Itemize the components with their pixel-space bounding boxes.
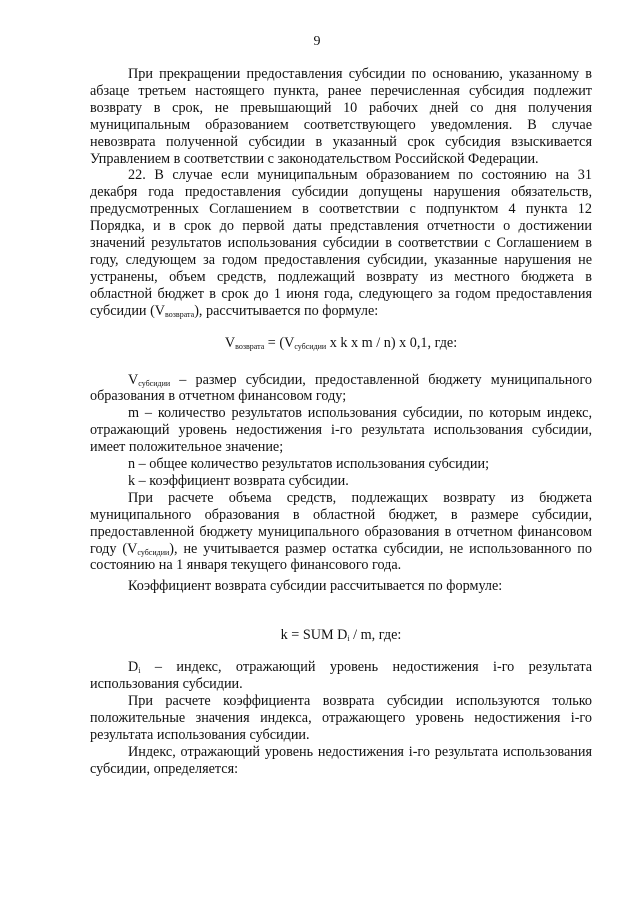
def-v-sub: субсидии — [138, 378, 171, 388]
def-d-text: – индекс, отражающий уровень недостижения i-го результата использования субсидии. — [90, 659, 592, 693]
formula1-sub-subsidii: субсидии — [294, 341, 327, 351]
formula2-tail: / m, где: — [349, 627, 402, 644]
page-number: 9 — [313, 34, 321, 49]
formula-refund-volume — [90, 335, 592, 352]
paragraph-positive-values: При расчете коэффициента возврата субсидии используются только положительные значения индекса, отражающего уровень недостижения i-го результата использования субсидии. — [90, 693, 592, 743]
definition-m: m – количество результатов использования субсидии, по которым индекс, отражающий уровень недостижения i-го результата использования субсидии, имеет положительное значение; — [90, 405, 592, 456]
def-d-symbol: D — [128, 659, 139, 676]
subscript-vozvrata: возврата — [165, 309, 195, 319]
formula1-v: V — [224, 334, 236, 351]
paragraph-calculation-tail: ), не учитывается размер остатка субсидии, не использованного по состоянию на 1 января текущего финансового года. — [90, 540, 592, 574]
paragraph-termination: При прекращении предоставления субсидии по основанию, указанному в абзаце третьем настоящего пункта, ранее перечисленная субсидия подлежит возврату в срок, не превышающий 10 рабочих дней со дня получения муниципальным образованием соответствующего уведомления. В случае невозврата полученной субсидии в указанный срок субсидия взыскивается Управлением в соответствии с законодательством Российской Федерации. — [90, 66, 592, 167]
formula1-mid: = (V — [264, 334, 295, 351]
formula-coefficient — [90, 627, 592, 644]
paragraph-22-text: 22. В случае если муниципальным образованием по состоянию на 31 декабря года предоставления субсидии допущены нарушения обязательств, предусмотренных Соглашением в соответствии с подпунктом 4 пункта 12 Порядка, и в срок до первой даты представления отчетности о достижении значений результатов использования субсидии в соответствии с Соглашением в году, следующем за годом предоставления субсидии, указанные нарушения не устранены, объем средств, подлежащий возврату из местного бюджета в областной бюджет в срок до 1 июня года, следующего за годом предоставления субсидии (V — [90, 167, 592, 319]
subscript-subsidii: субсидии — [137, 547, 170, 557]
definition-v-subsidii — [90, 372, 592, 406]
paragraph-22 — [90, 167, 592, 319]
def-v-symbol: V — [128, 371, 139, 388]
definition-k: k – коэффициент возврата субсидии. — [128, 472, 349, 489]
definition-n: n – общее количество результатов использования субсидии; — [128, 456, 490, 473]
definition-d-i — [90, 659, 592, 693]
formula1-tail: x k x m / n) x 0,1, где: — [326, 334, 458, 351]
formula1-sub-vozvrata: возврата — [235, 341, 265, 351]
paragraph-coefficient-intro: Коэффициент возврата субсидии рассчитывается по формуле: — [128, 578, 503, 595]
paragraph-calculation — [90, 490, 592, 575]
formula2-head: k = SUM D — [280, 627, 348, 644]
document-body — [90, 66, 592, 778]
def-v-text: – размер субсидии, предоставленной бюджету муниципального образования в отчетном финансовом году; — [90, 371, 592, 405]
def-d-sub: i — [138, 666, 141, 676]
paragraph-index-definition: Индекс, отражающий уровень недостижения i-го результата использования субсидии, определяется: — [90, 743, 592, 777]
paragraph-calculation-text: При расчете объема средств, подлежащих возврату из бюджета муниципального образования в областной бюджет, в размере субсидии, предоставленной бюджету муниципального образования в отчетном финансовом году (V — [90, 489, 592, 557]
formula2-sub: i — [347, 634, 350, 644]
paragraph-22-tail: ), рассчитывается по формуле: — [194, 302, 379, 319]
